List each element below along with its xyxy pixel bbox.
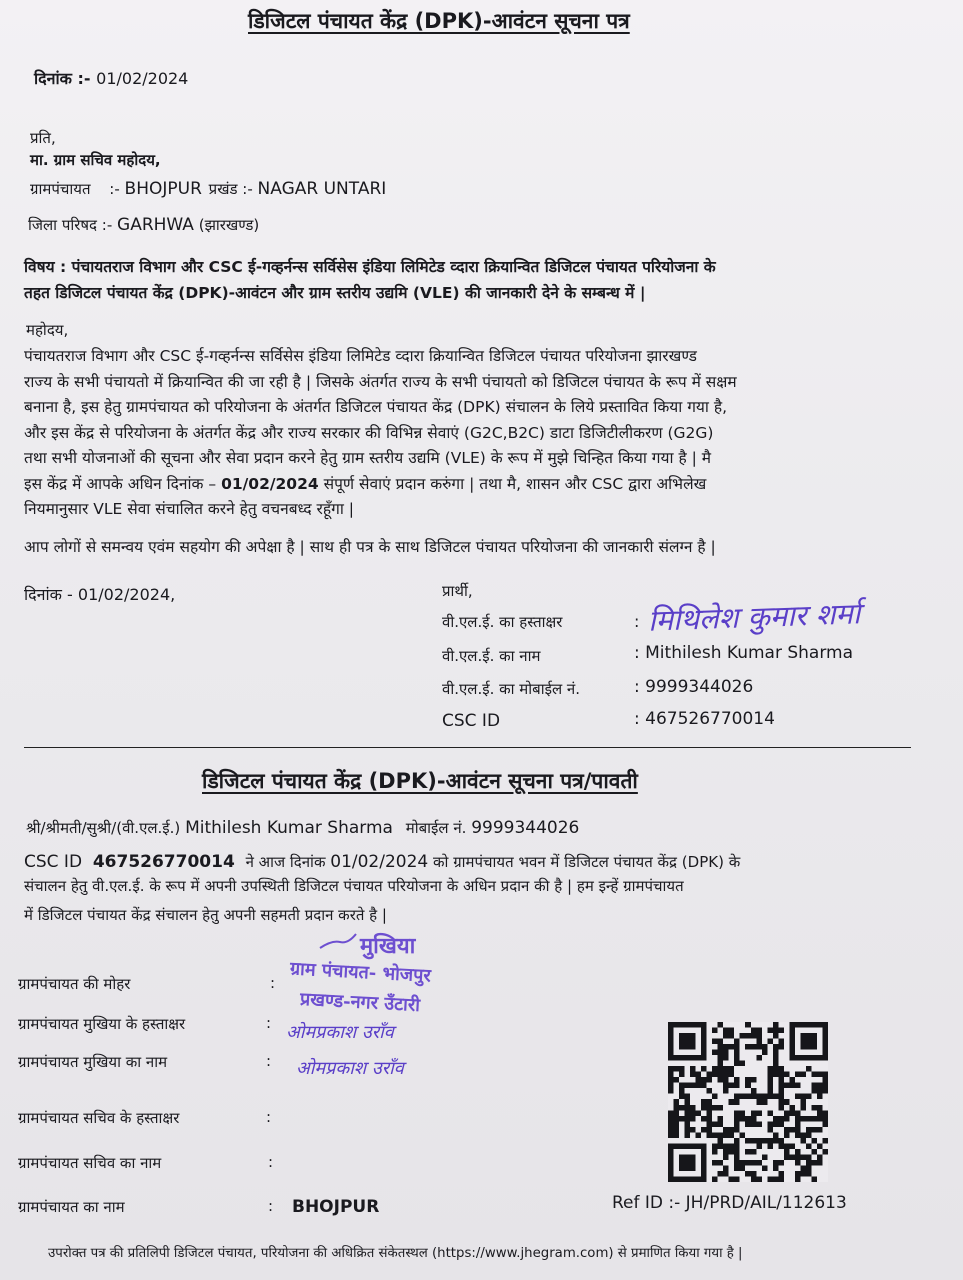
receipt-title: डिजिटल पंचायत केंद्र (DPK)-आवंटन सूचना पत्र/पावती <box>202 769 638 793</box>
body-line: और इस केंद्र से परियोजना के अंतर्गत केंद्र और राज्य सरकार की विभिन्न सेवाएं (G2C,B2C) डाटा डिजिटीलीकरण (G2G) <box>24 423 714 442</box>
field-colon: : <box>268 1197 274 1215</box>
field-label: ग्रामपंचायत का नाम <box>18 1198 125 1216</box>
receipt-text-line: में डिजिटल पंचायत केंद्र संचालन हेतु अपनी सहमती प्रदान करते है | <box>24 906 387 924</box>
receipt-vle-label: श्री/श्रीमती/सुश्री/(वी.एल.ई.) <box>26 819 181 837</box>
field-colon: : <box>266 1052 272 1070</box>
receipt-vle-name: Mithilesh Kumar Sharma <box>185 818 393 838</box>
salutation: मा. ग्राम सचिव महोदय, <box>30 151 161 169</box>
csc-id-value: : 467526770014 <box>634 709 775 729</box>
field-label: ग्रामपंचायत सचिव के हस्ताक्षर <box>18 1109 180 1127</box>
body-line-closing: आप लोगों से समन्वय एवंम सहयोग की अपेक्षा है | साथ ही पत्र के साथ डिजिटल पंचायत परियोजना की जानकारी संलग्न है | <box>24 538 716 556</box>
qr-code <box>668 1022 828 1182</box>
vle-signature-label: वी.एल.ई. का हस्ताक्षर <box>442 613 563 631</box>
letter-date <box>34 67 188 89</box>
receipt-vle-line <box>26 818 579 838</box>
vle-name-value: : Mithilesh Kumar Sharma <box>634 643 853 663</box>
gram-panchayat-name-value: BHOJPUR <box>292 1197 380 1217</box>
body-paragraph <box>24 344 737 523</box>
vle-signature: मिथिलेश कुमार शर्मा <box>647 596 861 638</box>
field-colon: : <box>266 1014 272 1032</box>
receipt-csc-value: 467526770014 <box>92 852 235 872</box>
gp-value: BHOJPUR <box>124 179 202 199</box>
subject-line: विषय : पंचायतराज विभाग और CSC ई-गव्हर्नन्स सर्विसेस इंडिया लिमिटेड व्दारा क्रियान्वित डिजिटल पंचायत परियोजना के <box>24 258 716 276</box>
body-line: नियमानुसार VLE सेवा संचालित करने हेतु वचनबध्द रहूँगा | <box>24 500 354 518</box>
subject <box>24 254 716 306</box>
receipt-mobile-label: मोबाईल नं. <box>405 819 467 837</box>
vle-mobile-value: : 9999344026 <box>634 677 754 697</box>
field-label: ग्रामपंचायत सचिव का नाम <box>18 1154 162 1172</box>
block-value: NAGAR UNTARI <box>257 179 387 199</box>
receipt-text: ने आज दिनांक <box>245 853 326 871</box>
gp-sep: :- <box>109 180 120 198</box>
receipt-mobile-value: 9999344026 <box>471 818 580 838</box>
body-line: बनाना है, इस हेतु ग्रामपंचायत को परियोजना के अंतर्गत डिजिटल पंचायत केंद्र (DPK) संचालन के लिये प्रस्तावित किया गया है, <box>24 398 728 416</box>
mukhiya-name-handwritten: ओमप्रकाश उराँव <box>296 1058 404 1079</box>
gram-panchayat-line <box>30 179 386 199</box>
vle-mobile-label: वी.एल.ई. का मोबाईल नं. <box>442 680 581 698</box>
vle-name-label: वी.एल.ई. का नाम <box>442 647 541 665</box>
section-divider <box>24 747 911 748</box>
stamp-mukhiya: मुखिया <box>360 933 416 959</box>
receipt-text: को ग्रामपंचायत भवन में डिजिटल पंचायत केंद्र (DPK) के <box>433 853 741 871</box>
greeting: महोदय, <box>26 321 69 339</box>
subject-line: तहत डिजिटल पंचायत केंद्र (DPK)-आवंटन और ग्राम स्तरीय उद्यमि (VLE) की जानकारी देने के सम्बन्ध में | <box>24 284 646 302</box>
block-label: प्रखंड :- <box>208 180 253 198</box>
body-line: राज्य के सभी पंचायतो में क्रियान्वित की जा रही है | जिसके अंतर्गत राज्य के सभी पंचायतो को डिजिटल पंचायत के रूप में सक्षम <box>24 372 737 391</box>
closing-date <box>24 583 175 605</box>
district-line <box>28 215 259 235</box>
body-date: 01/02/2024 <box>221 474 319 493</box>
field-label: ग्रामपंचायत मुखिया का नाम <box>18 1053 168 1071</box>
stamp-flourish <box>318 930 358 952</box>
body-line: तथा सभी योजनाओं की सूचना और सेवा प्रदान करने हेतु ग्राम स्तरीय उद्यमि (VLE) के रूप में मुझे चिन्हित किया गया है | मै <box>24 449 712 467</box>
footer-note: उपरोक्त पत्र की प्रतिलिपी डिजिटल पंचायत, परियोजना की अधिक्रित संकेतस्थल (https://www.jhegram.com) से प्रमाणित किया गया है | <box>48 1246 743 1261</box>
field-label: ग्रामपंचायत की मोहर <box>18 975 131 993</box>
field-colon: : <box>266 1108 272 1126</box>
body-line <box>24 472 737 498</box>
closing-date-label: दिनांक - <box>24 585 73 604</box>
district-value: GARHWA <box>117 215 194 235</box>
receipt-text-line <box>24 852 740 872</box>
gp-label: ग्रामपंचायत <box>30 180 91 198</box>
field-colon: : <box>270 974 276 992</box>
prati: प्रति, <box>30 129 56 147</box>
applicant-label: प्रार्थी, <box>442 582 473 600</box>
field-colon: : <box>268 1153 274 1171</box>
body-text: संपूर्ण सेवाएं प्रदान करुंगा | तथा मै, शासन और CSC द्वारा अभिलेख <box>323 474 707 493</box>
csc-id-label: CSC ID <box>442 711 501 731</box>
receipt-date: 01/02/2024 <box>330 852 429 872</box>
stamp-prakhand: प्रखण्ड-नगर उँटारी <box>299 988 421 1017</box>
mukhiya-signature: ओमप्रकाश उराँव <box>286 1022 394 1043</box>
state-value: (झारखण्ड) <box>198 216 260 234</box>
stamp-gram-panchayat: ग्राम पंचायत- भोजपुर <box>289 958 432 987</box>
receipt-csc-label: CSC ID <box>24 852 83 872</box>
receipt-text-line: संचालन हेतु वी.एल.ई. के रूप में अपनी उपस्थिती डिजिटल पंचायत परियोजना के अधिन प्रदान की है | हम इन्हें ग्रामपंचायत <box>24 877 684 895</box>
field-label: ग्रामपंचायत मुखिया के हस्ताक्षर <box>18 1015 186 1033</box>
date-value: 01/02/2024 <box>96 69 189 88</box>
closing-date-value: 01/02/2024, <box>77 585 176 604</box>
date-label: दिनांक :- <box>34 69 91 88</box>
district-label: जिला परिषद :- <box>28 216 113 234</box>
vle-signature-colon: : <box>634 612 640 631</box>
page-title: डिजिटल पंचायत केंद्र (DPK)-आवंटन सूचना पत्र <box>248 9 630 33</box>
body-text: इस केंद्र में आपके अधिन दिनांक – <box>24 474 217 493</box>
ref-id: Ref ID :- JH/PRD/AIL/112613 <box>612 1193 847 1213</box>
body-line: पंचायतराज विभाग और CSC ई-गव्हर्नन्स सर्विसेस इंडिया लिमिटेड व्दारा क्रियान्वित डिजिटल पंचायत परियोजना झारखण्ड <box>24 347 697 365</box>
